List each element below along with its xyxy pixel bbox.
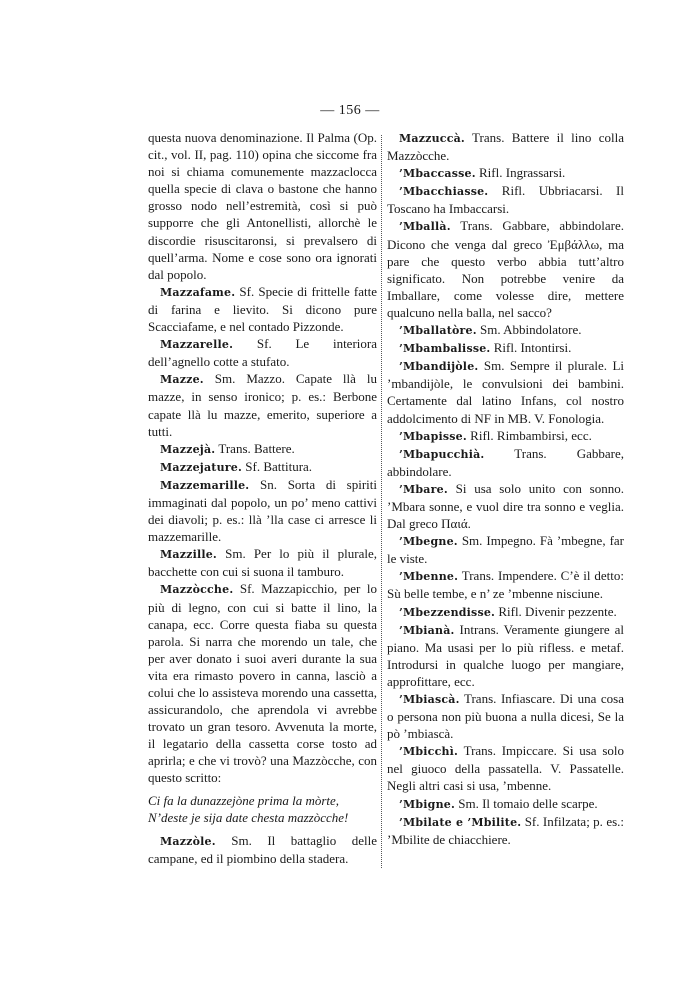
entry-continuation: questa nuova denominazione. Il Palma (Op. cit., vol. II, pag. 110) opina che siccome fra noi si chiama comunemente mazzaclocca quella specie di clava o bastone che hanno grosso nodo nell’estremità, così si può supporre che gli Antonellisti, allorchè le discordie risuscitaronsi, si prevalsero di quell’arma. Nome e cose sono ora ignorati dal popolo. <box>148 130 377 282</box>
entry <box>387 813 624 848</box>
entry-headword: ’Mbiascà. <box>399 693 460 706</box>
entry <box>387 357 624 426</box>
entry <box>387 321 624 339</box>
entry-text: Rifl. Intontirsi. <box>490 340 572 356</box>
entry <box>148 545 377 580</box>
entry <box>387 480 624 532</box>
entry <box>148 580 377 786</box>
entry <box>387 795 624 813</box>
entry-headword: ’Mbegne. <box>399 535 458 549</box>
entry-headword: ’Mbare. <box>399 482 448 496</box>
entry-headword: ’Mbenne. <box>399 570 459 584</box>
entry-headword: ’Mbacchiasse. <box>399 185 489 199</box>
entry-headword: Mazzòcche. <box>160 583 234 597</box>
entry-headword: ’Mbandijòle. <box>399 360 479 374</box>
entry <box>148 335 377 370</box>
entry-headword: ’Mbapisse. <box>399 429 467 443</box>
entry <box>387 603 624 621</box>
entry-text: Sf. Battitura. <box>242 458 313 474</box>
entry-headword: ’Mbilate e ’Mbilite. <box>399 815 522 829</box>
entry-text: Sf. Le interiora dell’agnello cotte a stufato. <box>148 336 377 370</box>
entry-text: Sf. Mazzapicchio, per lo più di legno, con cui si batte il lino, la canapa, ecc. Corre questa fiaba su questa parola. Si narra che morendo un tale, che per aver donato i suoi averi durante la sua vita era rimasto povero in canna, lasciò a colui che lo assisteva morendo una cassetta, assicurandolo, che aprendola vi avrebbe trovato un gran tesoro. Avvenuta la morte, il legatario della cassetta corse tosto ad aprirla; e che vi trovò? una Mazzòcche, con questo scritto: <box>148 581 377 786</box>
entry-headword: ’Mballatòre. <box>399 324 477 338</box>
left-column <box>148 129 377 867</box>
entry-headword: Mazzille. <box>160 548 217 562</box>
entry-headword: ’Mbigne. <box>399 797 455 811</box>
entry-headword: Mazzarelle. <box>160 338 234 352</box>
entry <box>148 283 377 335</box>
entry-text: Rifl. Ingrassarsi. <box>475 165 566 181</box>
entry <box>387 129 624 164</box>
entry-headword: Mazzejà. <box>160 442 216 456</box>
entry-text: Sm. Il tomaio delle scarpe. <box>455 795 598 811</box>
entry-text: Si usa solo unito con sonno. ’Mbara sonne, e vuol dire tra sonno e veglia. Dal greco Παιά. <box>387 480 624 532</box>
entry-headword: Mazzafame. <box>160 285 236 299</box>
entry-headword: Mazze. <box>160 373 204 387</box>
verse-line: N’deste je sija date chesta mazzòcche! <box>148 809 349 825</box>
entry-text: Trans. Battere il lino colla Mazzòcche. <box>387 130 624 164</box>
entry-text: Sf. Infilzata; p. es.: ’Mbilite de chiacchiere. <box>387 813 625 847</box>
entry-text: Trans. Gabbare, abbindolare. Dicono che venga dal greco Ἐμβάλλω, ma pare che questo verbo abbia tutt’altro significato. Non potrebbe venire da Imballare, come volesse dire, mettere qualcuno nella balla, nel sacco? <box>387 218 624 320</box>
entry <box>387 690 624 742</box>
entry-headword: Mazzemarille. <box>160 478 250 492</box>
entry <box>387 742 624 794</box>
entry <box>387 445 624 480</box>
entry-headword: ’Mballà. <box>399 220 451 234</box>
entry <box>387 182 624 217</box>
entry-text: Trans. Impiccare. Si usa solo nel giuoco della passatella. V. Passatelle. Negli altri casi si usa, ’mbenne. <box>387 743 624 794</box>
entry-text: Sn. Sorta di spiriti immaginati dal popolo, un po’ meno cattivi dei diavoli; p. es.: llà ’lla case ci arresce li mazzemarille. <box>148 476 377 545</box>
verse-quote <box>148 792 377 826</box>
entry-text: Sm. Mazzo. Capate llà lu mazze, in senso ironico; p. es.: Berbone capate llà lu mazze, emerito, superiore a tutti. <box>148 371 377 439</box>
entry <box>387 567 624 602</box>
entry-headword: ’Mbaccasse. <box>399 167 476 181</box>
entry <box>387 217 624 321</box>
entry-text: Sm. Sempre il plurale. Li ’mbandijòle, le convulsioni dei bambini. Certamente dal latino Infans, col nostro addolcimento di NF in MB. V. Fonologia. <box>387 358 624 426</box>
entry-text: Trans. Impendere. C’è il detto: Sù belle tembe, e n’ ze ’mbenne nisciune. <box>387 568 624 602</box>
entry-headword: ’Mbambalisse. <box>399 342 491 356</box>
right-column <box>387 129 624 848</box>
entry <box>148 832 377 867</box>
entry-text: Intrans. Veramente giungere al piano. Ma usasi per lo più rifless. e metaf. Introdursi in qualche luogo per mangiare, approfittare, ecc. <box>387 621 624 689</box>
entry <box>148 440 377 458</box>
entry-headword: ’Mbezzendisse. <box>399 605 496 619</box>
entry <box>387 427 624 445</box>
entry <box>148 458 377 476</box>
entry <box>387 339 624 357</box>
entry-headword: ’Mbianà. <box>399 623 455 637</box>
entry-text: Sm. Per lo più il plurale, bacchette con cui si suona il tamburo. <box>148 546 377 580</box>
entry-headword: ’Mbicchì. <box>399 745 459 759</box>
entry <box>387 164 624 182</box>
entry-text: Trans. Infiascare. Di una cosa o persona non più buona a nulla dicesi, Se la pò ’mbiascà. <box>387 691 624 742</box>
entry <box>387 532 624 567</box>
entry <box>387 621 624 690</box>
entry-text: Sm. Impegno. Fà ’mbegne, far le viste. <box>387 533 624 567</box>
entry-headword: ’Mbapucchià. <box>399 447 485 461</box>
entry-headword: Mazzòle. <box>160 834 216 848</box>
entry-headword: Mazzejature. <box>160 460 243 474</box>
verse-line: Ci fa la dunazzejòne prima la mòrte, <box>148 792 340 808</box>
entry-text: Sm. Il battaglio delle campane, ed il piombino della stadera. <box>148 832 377 866</box>
entry-text: Rifl. Ubbriacarsi. Il Toscano ha Imbaccarsi. <box>387 183 624 217</box>
entry-text: Rifl. Divenir pezzente. <box>495 603 617 619</box>
entry-text: Trans. Gabbare, abbindolare. <box>387 445 624 479</box>
entry <box>148 370 377 439</box>
entry <box>148 476 377 545</box>
entry-text: Rifl. Rimbambirsi, ecc. <box>466 427 592 443</box>
entry-headword: Mazzuccà. <box>399 132 465 145</box>
entry-text: Sm. Abbindolatore. <box>476 322 582 338</box>
page-number: — 156 — <box>320 103 380 118</box>
column-divider <box>381 135 383 868</box>
entry-text: Trans. Battere. <box>215 440 295 456</box>
entry-text: Sf. Specie di frittelle fatte di farina e lievito. Si dicono pure Scacciafame, e nel contado Pizzonde. <box>148 283 377 335</box>
